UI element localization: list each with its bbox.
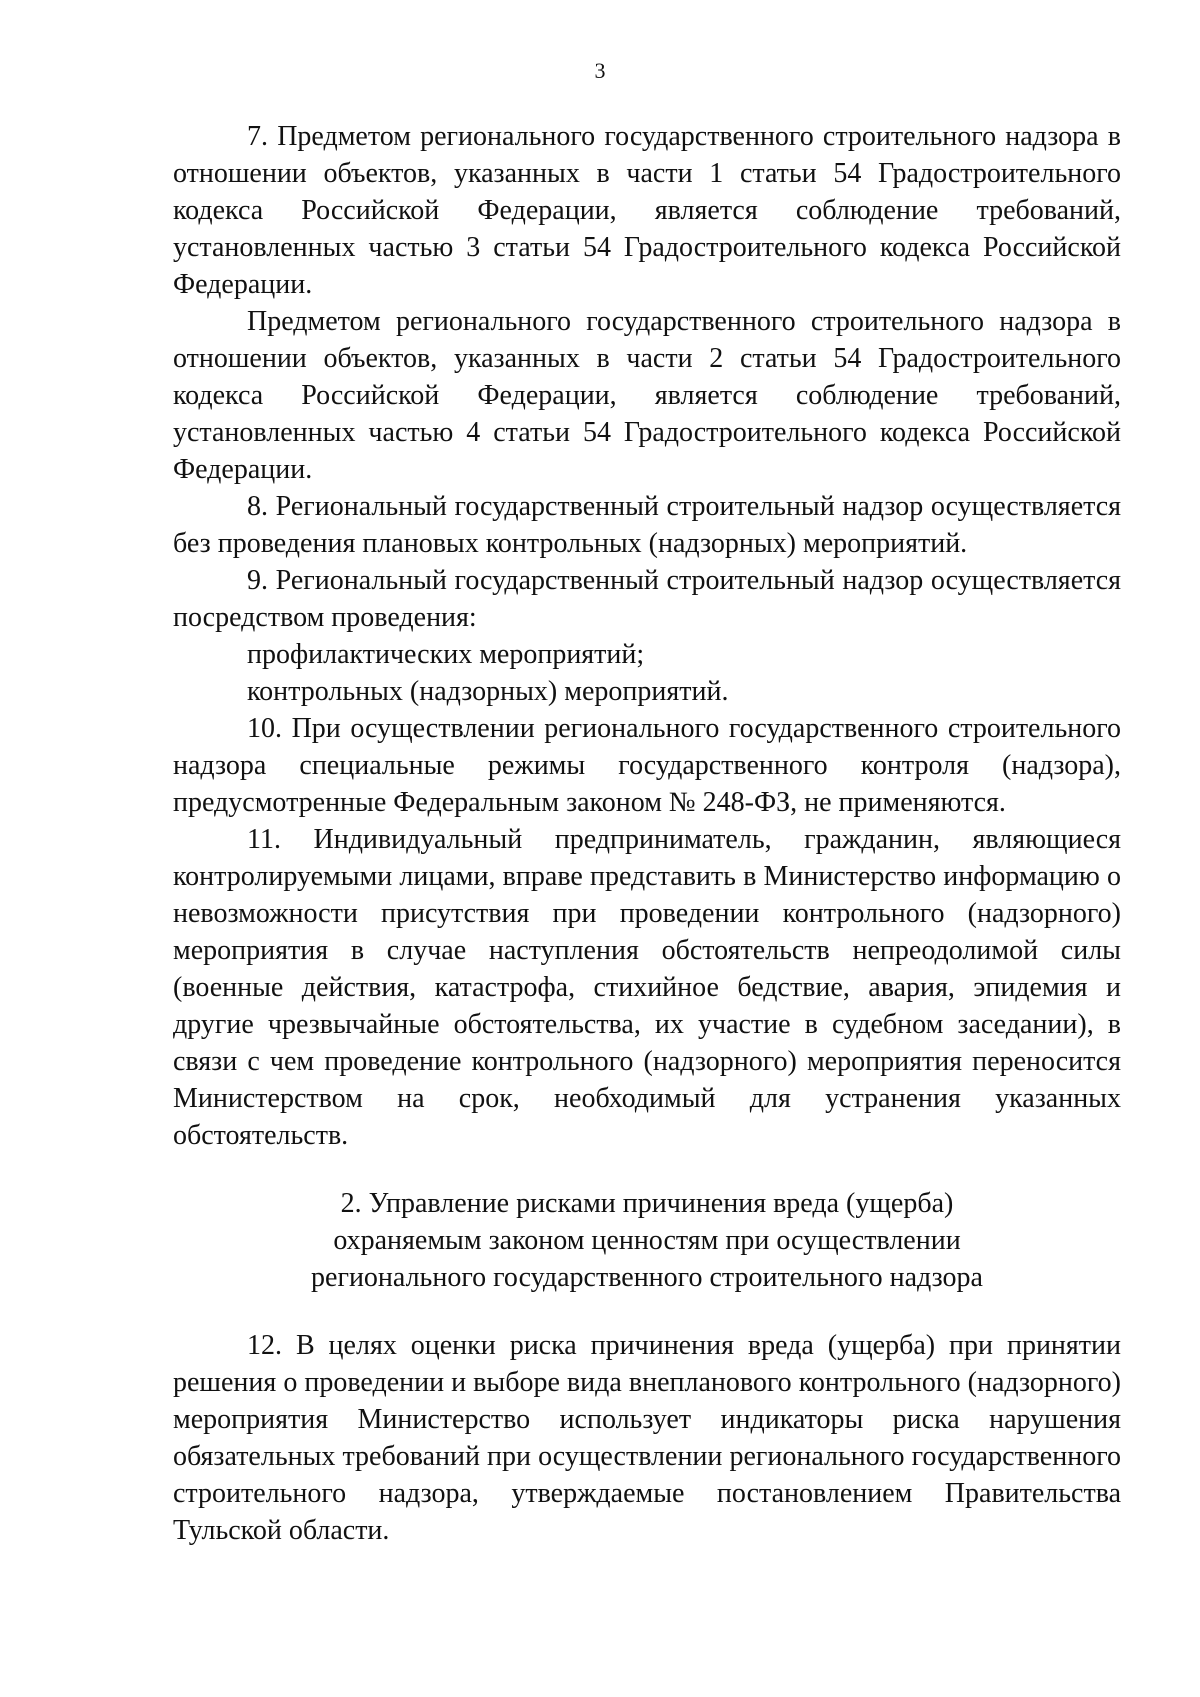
section-2-heading (173, 1185, 1121, 1296)
page-number: 3 (594, 58, 606, 83)
paragraph-12: 12. В целях оценки риска причинения вреда (ущерба) при принятии решения о проведении и выборе вида внепланового контрольного (надзорного) мероприятия Министерство использует индикаторы риска нарушения обязательных требований при осуществлении регионального государственного строительного надзора, утверждаемые постановлением Правительства Тульской области. (173, 1330, 1121, 1546)
paragraph-11: 11. Индивидуальный предприниматель, гражданин, являющиеся контролируемыми лицами, вправе представить в Министерство информацию о невозможности присутствия при проведении контрольного (надзорного) мероприятия в случае наступления обстоятельств непреодолимой силы (военные действия, катастрофа, стихийное бедствие, авария, эпидемия и другие чрезвычайные обстоятельства, их участие в судебном заседании), в связи с чем проведение контрольного (надзорного) мероприятия переносится Министерством на срок, необходимый для устранения указанных обстоятельств. (173, 824, 1121, 1151)
section-2-heading-line: 2. Управление рисками причинения вреда (ущерба) (340, 1188, 954, 1219)
paragraph-9: 9. Региональный государственный строительный надзор осуществляется посредством проведения: (173, 565, 1121, 633)
paragraph-7-continued: Предметом регионального государственного строительного надзора в отношении объектов, указанных в части 2 статьи 54 Градостроительного кодекса Российской Федерации, является соблюдение требований, установленных частью 4 статьи 54 Градостроительного кодекса Российской Федерации. (173, 306, 1121, 485)
document-body (173, 118, 1121, 1549)
paragraph-9-item-control: контрольных (надзорных) мероприятий. (247, 676, 729, 707)
section-2-heading-line: охраняемым законом ценностям при осуществлении (333, 1225, 961, 1256)
paragraph-7: 7. Предметом регионального государственного строительного надзора в отношении объектов, указанных в части 1 статьи 54 Градостроительного кодекса Российской Федерации, является соблюдение требований, установленных частью 3 статьи 54 Градостроительного кодекса Российской Федерации. (173, 121, 1121, 300)
section-2-heading-line: регионального государственного строительного надзора (311, 1262, 983, 1293)
paragraph-9-item-preventive: профилактических мероприятий; (247, 639, 645, 670)
paragraph-8: 8. Региональный государственный строительный надзор осуществляется без проведения плановых контрольных (надзорных) мероприятий. (173, 491, 1121, 559)
paragraph-10: 10. При осуществлении регионального государственного строительного надзора специальные режимы государственного контроля (надзора), предусмотренные Федеральным законом № 248-ФЗ, не применяются. (173, 713, 1121, 818)
